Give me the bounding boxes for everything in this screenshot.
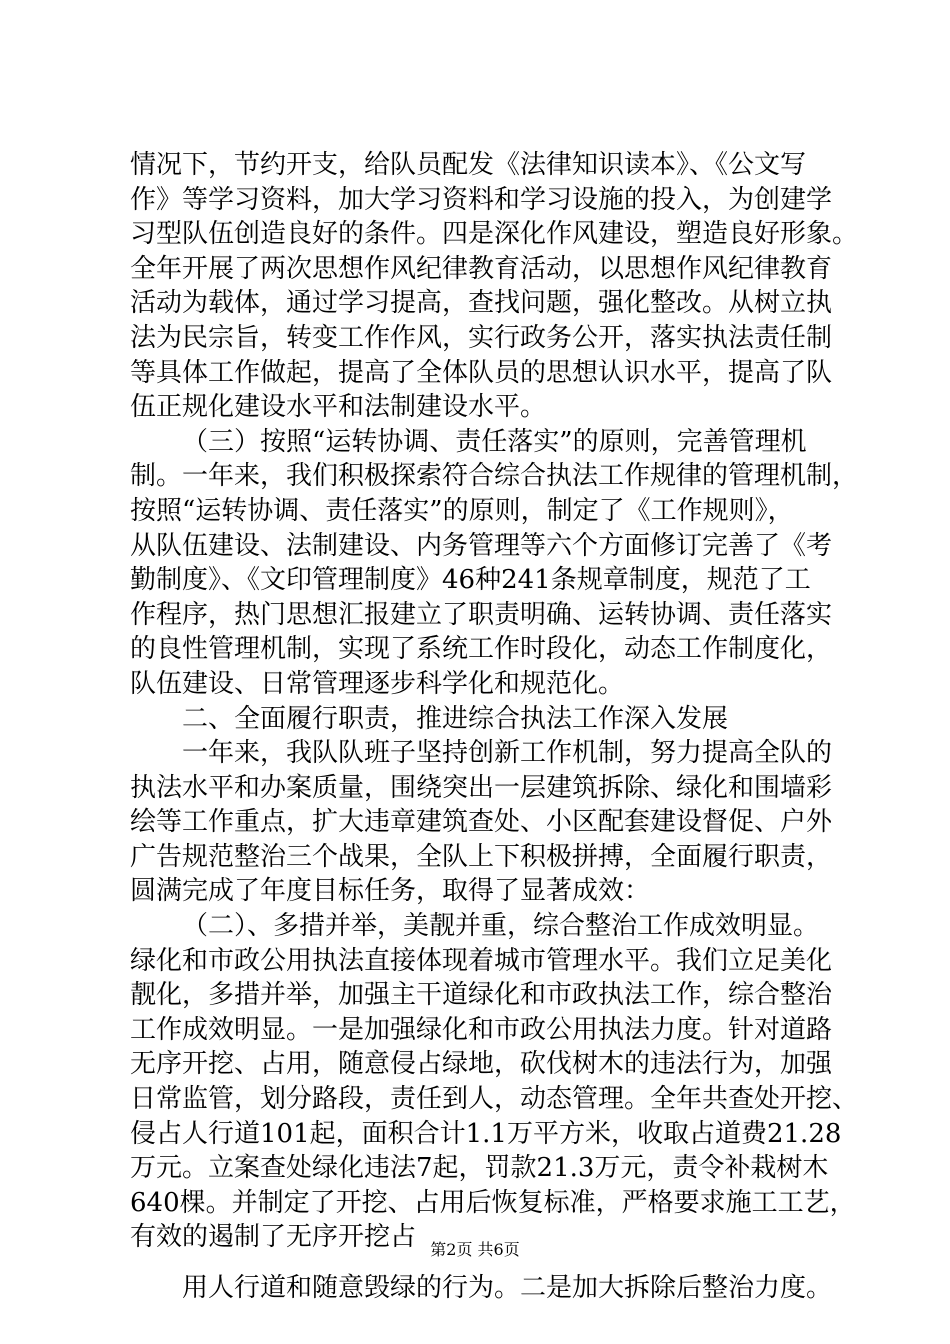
page-footer: 第2页 共6页 [430,1240,520,1259]
text-line: 全年开展了两次思想作风纪律教育活动，以思想作风纪律教育 [130,253,833,284]
text-line: 日常监管，划分路段，责任到人，动态管理。全年共查处开挖、 [130,1084,859,1115]
text-line: 作》等学习资料，加大学习资料和学习设施的投入，为创建学 [130,184,833,215]
text-line: 执法水平和办案质量，围绕突出一层建筑拆除、绿化和围墙彩 [130,772,833,803]
text-line: 从队伍建设、法制建设、内务管理等六个方面修订完善了《考 [130,530,833,561]
text-line: 等具体工作做起，提高了全体队员的思想认识水平，提高了队 [130,357,833,388]
paragraph-first-line: 用人行道和随意毁绿的行为。二是加大拆除后整治力度。 [182,1273,833,1303]
paragraph-first-line: 一年来，我队队班子坚持创新工作机制，努力提高全队的 [182,738,833,769]
text-line: 广告规范整治三个战果，全队上下积极拼搏，全面履行职责， [130,841,833,872]
text-line: 绿化和市政公用执法直接体现着城市管理水平。我们立足美化 [130,945,833,976]
text-line: 工作成效明显。一是加强绿化和市政公用执法力度。针对道路 [130,1014,833,1045]
text-line: 勤制度》、《文印管理制度》46种241条规章制度，规范了工 [130,565,811,596]
text-line: 情况下，节约开支，给队员配发《法律知识读本》、《公文写 [130,150,807,180]
document-body [130,148,859,1306]
text-line: 的良性管理机制，实现了系统工作时段化，动态工作制度化， [130,634,833,665]
text-line: 绘等工作重点，扩大违章建筑查处、小区配套建设督促、户外 [130,807,833,838]
text-line: 习型队伍创造良好的条件。四是深化作风建设，塑造良好形象。 [130,219,859,250]
section-heading: （三）按照“运转协调、责任落实”的原则，完善管理机 [182,426,807,457]
text-line: 万元。立案查处绿化违法7起，罚款21.3万元，责令补栽树木 [130,1153,829,1184]
section-heading: 二、全面履行职责，推进综合执法工作深入发展 [182,703,729,734]
text-line: 有效的遏制了无序开挖占 [130,1222,417,1253]
text-line: 伍正规化建设水平和法制建设水平。 [130,392,547,423]
section-heading: （二）、多措并举，美靓并重，综合整治工作成效明显。 [182,911,820,942]
text-line: 640棵。并制定了开挖、占用后恢复标准，严格要求施工工艺， [130,1187,856,1218]
text-line: 圆满完成了年度目标任务，取得了显著成效： [130,876,651,907]
text-line: 队伍建设、日常管理逐步科学化和规范化。 [130,668,625,699]
text-line: 侵占人行道101起，面积合计1.1万平方米，收取占道费21.28 [130,1118,842,1149]
text-line: 活动为载体，通过学习提高，查找问题，强化整改。从树立执 [130,288,833,319]
text-line: 作程序，热门思想汇报建立了职责明确、运转协调、责任落实 [130,599,833,630]
text-line: 制。一年来，我们积极探索符合综合执法工作规律的管理机制， [130,461,859,492]
text-line: 靓化，多措并举，加强主干道绿化和市政执法工作，综合整治 [130,980,833,1011]
text-line: 法为民宗旨，转变工作作风，实行政务公开，落实执法责任制 [130,322,833,353]
text-line: 按照“运转协调、责任落实”的原则，制定了《工作规则》， [130,495,794,526]
text-line: 无序开挖、占用，随意侵占绿地，砍伐树木的违法行为，加强 [130,1049,833,1080]
